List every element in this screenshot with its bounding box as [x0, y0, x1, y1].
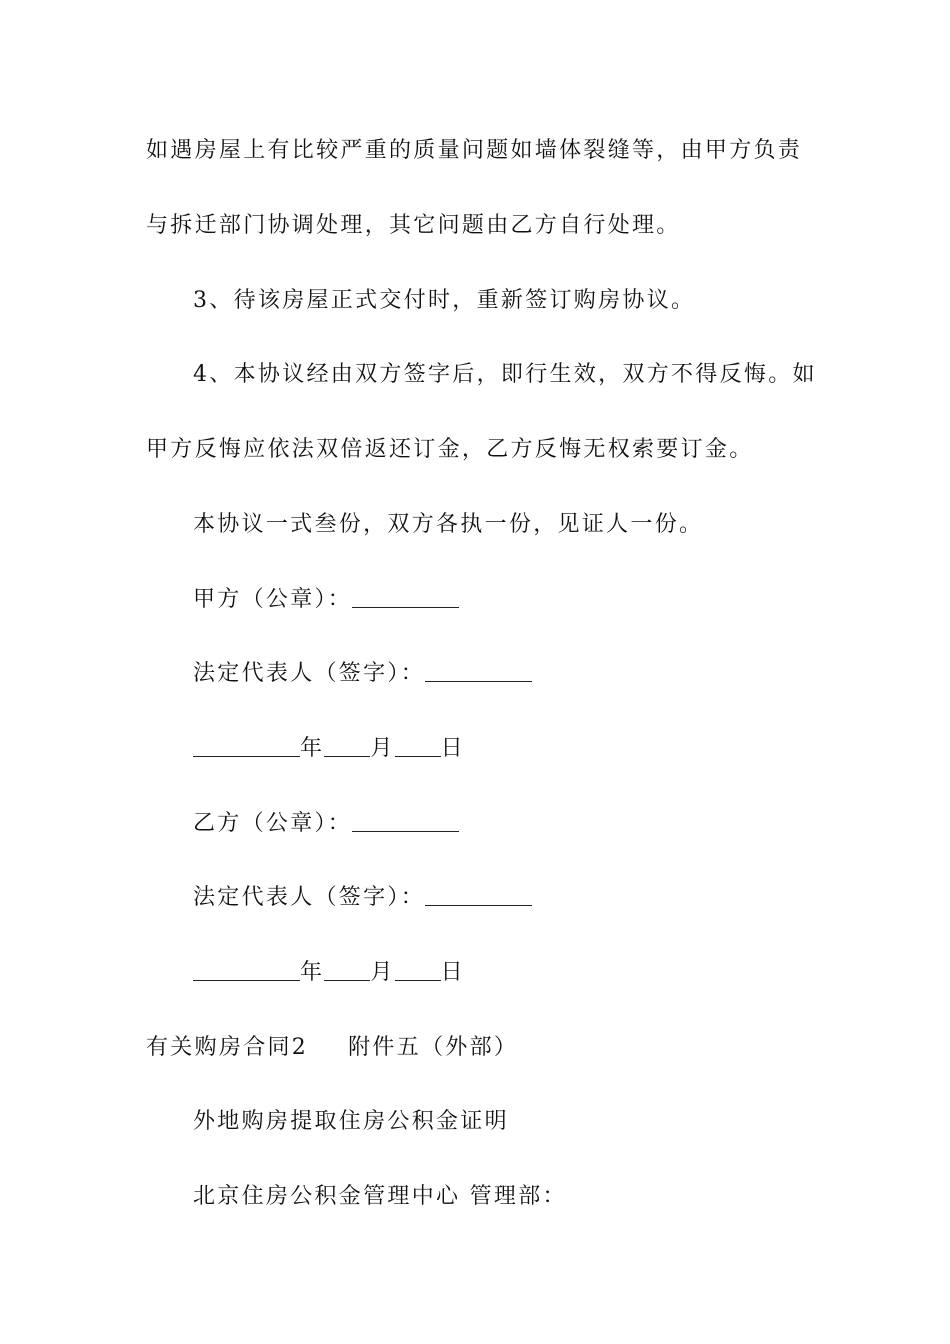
party-b-rep-label: 法定代表人（签字）：: [193, 885, 426, 910]
party-b-day-label: 日: [440, 960, 465, 985]
party-a-seal-line: [0, 585, 950, 615]
party-a-rep-label: 法定代表人（签字）：: [193, 661, 426, 686]
paragraph-item-3: 3、待该房屋正式交付时，重新签订购房协议。: [193, 288, 696, 313]
paragraph-quality-issue-line1: 如遇房屋上有比较严重的质量问题如墙体裂缝等，由甲方负责: [146, 138, 803, 163]
addressee-line: 北京住房公积金管理中心 管理部：: [193, 1184, 567, 1209]
party-a-seal-blank: [352, 587, 459, 608]
party-a-year-label: 年: [300, 736, 325, 761]
party-a-month-blank: [324, 736, 370, 757]
party-b-year-label: 年: [300, 960, 325, 985]
party-b-rep-blank: [425, 885, 532, 906]
party-b-label: 乙方（公章）：: [193, 811, 353, 836]
party-b-seal-line: [0, 809, 950, 839]
paragraph-quality-issue-line2: 与拆迁部门协调处理，其它问题由乙方自行处理。: [146, 213, 681, 238]
party-a-month-label: 月: [370, 736, 395, 761]
party-b-month-label: 月: [370, 960, 395, 985]
party-a-label: 甲方（公章）：: [193, 587, 353, 612]
attachment-label: 附件五（外部）: [348, 1035, 519, 1060]
party-b-month-blank: [324, 960, 370, 981]
party-b-date-line: [0, 958, 950, 988]
section-title: 有关购房合同2: [146, 1035, 309, 1060]
paragraph-item-4-line2: 甲方反悔应依法双倍返还订金，乙方反悔无权索要订金。: [146, 437, 754, 462]
section-heading-line: [0, 1033, 950, 1063]
party-a-rep-blank: [425, 661, 532, 682]
party-a-date-line: [0, 734, 950, 764]
certificate-title: 外地购房提取住房公积金证明: [193, 1109, 509, 1134]
party-b-day-blank: [395, 960, 441, 981]
party-b-rep-line: [0, 883, 950, 913]
party-a-day-label: 日: [440, 736, 465, 761]
party-a-rep-line: [0, 659, 950, 689]
party-b-seal-blank: [352, 811, 459, 832]
party-b-year-blank: [193, 960, 300, 981]
paragraph-copies: 本协议一式叁份，双方各执一份，见证人一份。: [193, 512, 704, 537]
paragraph-item-4-line1: 4、本协议经由双方签字后，即行生效，双方不得反悔。如: [193, 362, 817, 387]
party-a-year-blank: [193, 736, 300, 757]
party-a-day-blank: [395, 736, 441, 757]
